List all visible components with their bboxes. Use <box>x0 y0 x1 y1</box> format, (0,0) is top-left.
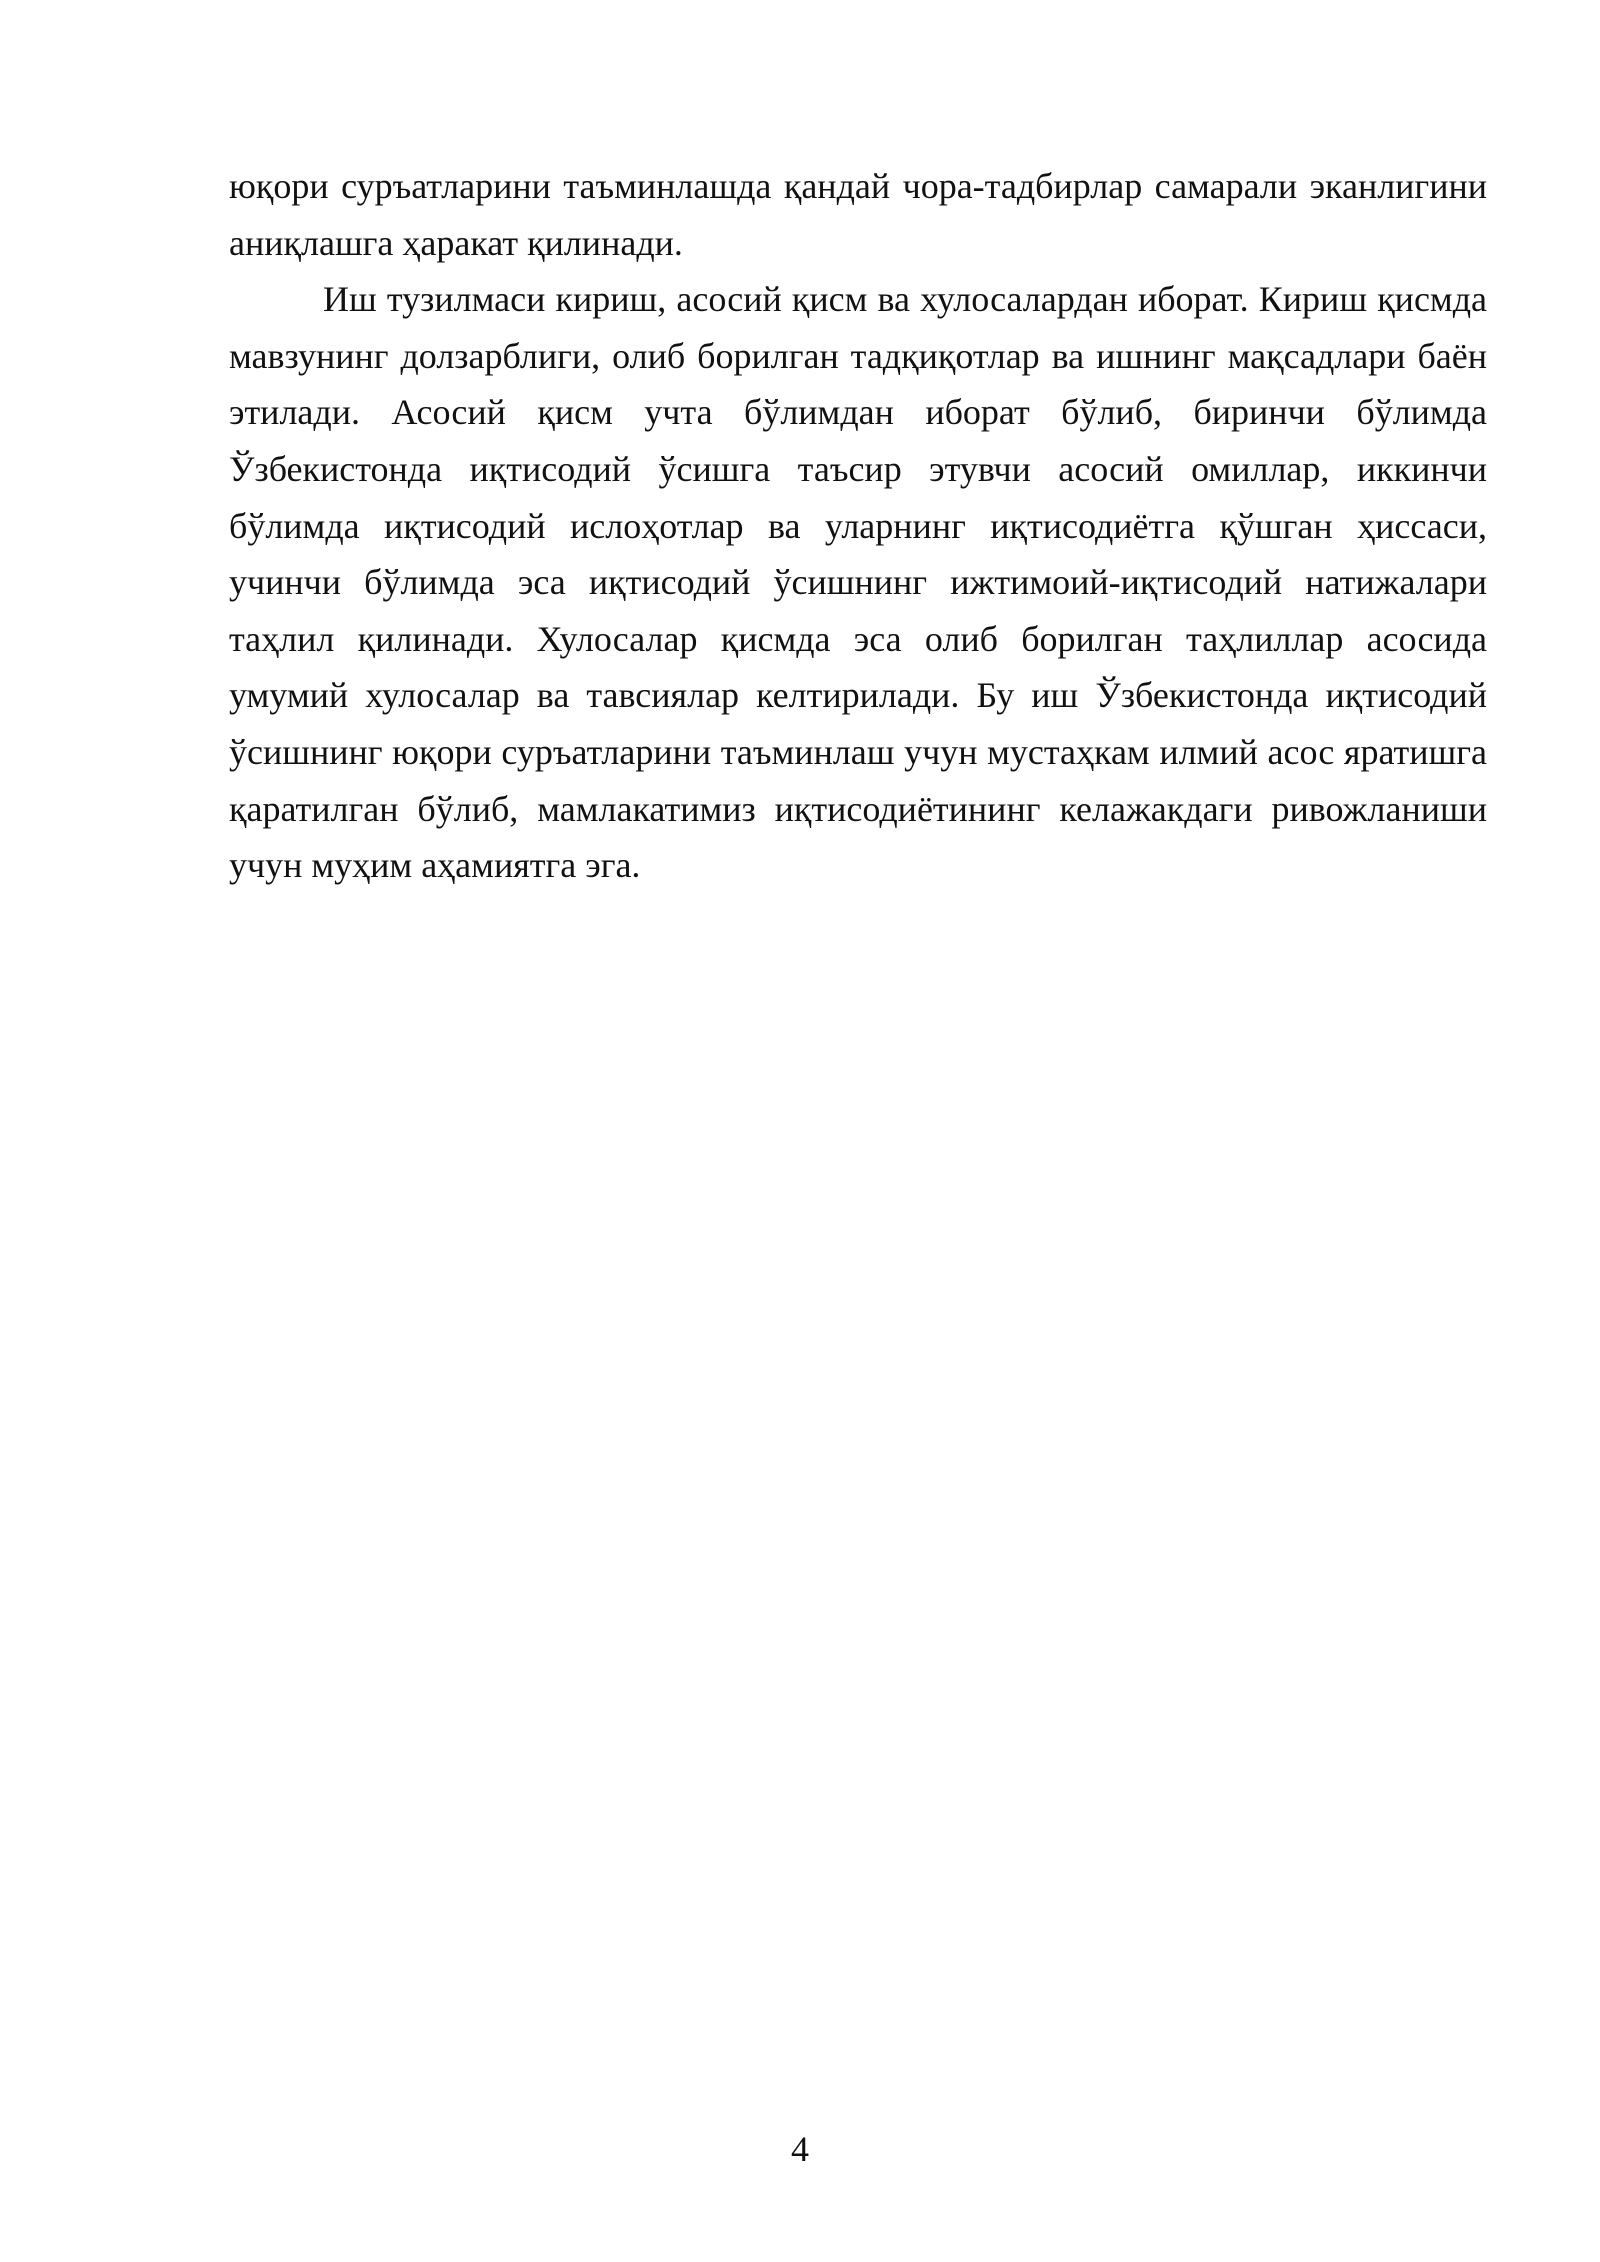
body-text <box>229 158 1487 894</box>
paragraph-work-structure: Иш тузилмаси кириш, асосий қисм ва хулосалардан иборат. Кириш қисмда мавзунинг долзарблиги, олиб борилган тадқиқотлар ва ишнинг мақсадлари баён этилади. Асосий қисм учта бўлимдан иборат бўлиб, биринчи бўлимда Ўзбекистонда иқтисодий ўсишга таъсир этувчи асосий омиллар, иккинчи бўлимда иқтисодий ислоҳотлар ва уларнинг иқтисодиётга қўшган ҳиссаси, учинчи бўлимда эса иқтисодий ўсишнинг ижтимоий-иқтисодий натижалари таҳлил қилинади. Хулосалар қисмда эса олиб борилган таҳлиллар асосида умумий хулосалар ва тавсиялар келтирилади. Бу иш Ўзбекистонда иқтисодий ўсишнинг юқори суръатларини таъминлаш учун мустаҳкам илмий асос яратишга қаратилган бўлиб, мамлакатимиз иқтисодиётининг келажакдаги ривожланиши учун муҳим аҳамиятга эга. <box>229 279 1487 886</box>
page-number: 4 <box>791 2129 809 2169</box>
paragraph-continuation: юқори суръатларини таъминлашда қандай чора-тадбирлар самарали эканлигини аниқлашга ҳаракат қилинади. <box>229 166 1487 263</box>
